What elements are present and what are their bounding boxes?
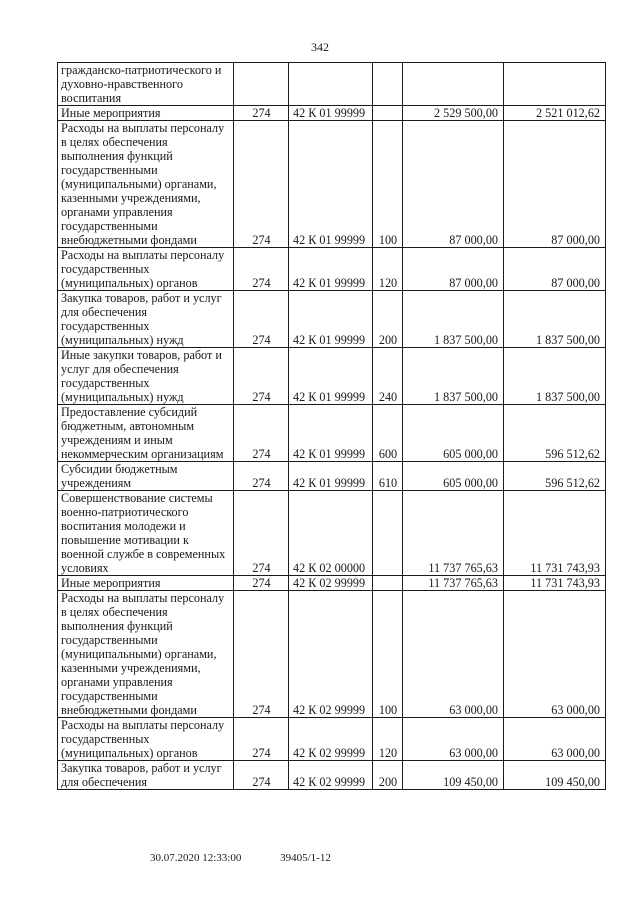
page-number: 342 — [311, 40, 329, 54]
row-grbs-code: 274 — [234, 576, 289, 591]
row-target-article: 42 К 01 99999 — [289, 106, 373, 121]
row-target-article: 42 К 02 99999 — [289, 761, 373, 790]
row-grbs-code: 274 — [234, 718, 289, 761]
row-expense-type — [373, 63, 403, 106]
row-grbs-code: 274 — [234, 348, 289, 405]
row-target-article: 42 К 02 00000 — [289, 491, 373, 576]
row-expense-type — [373, 491, 403, 576]
row-actual-amount: 109 450,00 — [504, 761, 606, 790]
row-expense-type: 120 — [373, 718, 403, 761]
footer-timestamp: 30.07.2020 12:33:00 — [150, 852, 242, 864]
row-name: Расходы на выплаты персоналу государственных (муниципальных) органов — [58, 248, 234, 291]
row-target-article: 42 К 01 99999 — [289, 248, 373, 291]
row-actual-amount: 1 837 500,00 — [504, 348, 606, 405]
row-expense-type: 100 — [373, 121, 403, 248]
table-row — [58, 106, 606, 121]
row-plan-amount: 11 737 765,63 — [403, 576, 504, 591]
row-actual-amount: 596 512,62 — [504, 462, 606, 491]
row-expense-type: 240 — [373, 348, 403, 405]
row-name: Субсидии бюджетным учреждениям — [58, 462, 234, 491]
row-target-article: 42 К 01 99999 — [289, 348, 373, 405]
row-plan-amount: 1 837 500,00 — [403, 348, 504, 405]
row-actual-amount: 87 000,00 — [504, 248, 606, 291]
row-name: Иные мероприятия — [58, 106, 234, 121]
row-plan-amount: 109 450,00 — [403, 761, 504, 790]
row-grbs-code: 274 — [234, 491, 289, 576]
row-expense-type — [373, 106, 403, 121]
row-expense-type: 120 — [373, 248, 403, 291]
row-name: гражданско-патриотического и духовно-нравственного воспитания — [58, 63, 234, 106]
row-name: Совершенствование системы военно-патриотического воспитания молодежи и повышение мотивации к военной службе в современных условиях — [58, 491, 234, 576]
row-name: Расходы на выплаты персоналу в целях обеспечения выполнения функций государственными (муниципальными) органами, казенными учреждениями, органами управления государственными внебюджетными фондами — [58, 591, 234, 718]
table-row — [58, 348, 606, 405]
row-grbs-code: 274 — [234, 761, 289, 790]
row-plan-amount: 63 000,00 — [403, 591, 504, 718]
row-name: Расходы на выплаты персоналу государственных (муниципальных) органов — [58, 718, 234, 761]
row-name: Закупка товаров, работ и услуг для обеспечения государственных (муниципальных) нужд — [58, 291, 234, 348]
row-target-article: 42 К 02 99999 — [289, 576, 373, 591]
row-grbs-code: 274 — [234, 591, 289, 718]
row-expense-type: 610 — [373, 462, 403, 491]
row-name: Расходы на выплаты персоналу в целях обеспечения выполнения функций государственными (муниципальными) органами, казенными учреждениями, органами управления государственными внебюджетными фондами — [58, 121, 234, 248]
row-plan-amount: 63 000,00 — [403, 718, 504, 761]
row-plan-amount: 87 000,00 — [403, 121, 504, 248]
footer — [150, 852, 367, 864]
row-plan-amount: 2 529 500,00 — [403, 106, 504, 121]
table-row — [58, 121, 606, 248]
row-name: Иные закупки товаров, работ и услуг для обеспечения государственных (муниципальных) нужд — [58, 348, 234, 405]
row-actual-amount: 63 000,00 — [504, 591, 606, 718]
row-target-article: 42 К 02 99999 — [289, 591, 373, 718]
row-plan-amount — [403, 63, 504, 106]
row-plan-amount: 605 000,00 — [403, 405, 504, 462]
row-grbs-code — [234, 63, 289, 106]
table-row — [58, 761, 606, 790]
row-expense-type — [373, 576, 403, 591]
row-expense-type: 200 — [373, 291, 403, 348]
row-actual-amount: 63 000,00 — [504, 718, 606, 761]
row-expense-type: 200 — [373, 761, 403, 790]
row-actual-amount: 11 731 743,93 — [504, 576, 606, 591]
row-grbs-code: 274 — [234, 106, 289, 121]
row-actual-amount — [504, 63, 606, 106]
row-target-article: 42 К 01 99999 — [289, 462, 373, 491]
row-grbs-code: 274 — [234, 248, 289, 291]
row-plan-amount: 11 737 765,63 — [403, 491, 504, 576]
row-name: Закупка товаров, работ и услуг для обеспечения — [58, 761, 234, 790]
table-row — [58, 63, 606, 106]
row-target-article: 42 К 02 99999 — [289, 718, 373, 761]
table-row — [58, 591, 606, 718]
row-target-article: 42 К 01 99999 — [289, 121, 373, 248]
row-actual-amount: 87 000,00 — [504, 121, 606, 248]
table-row — [58, 462, 606, 491]
row-name: Иные мероприятия — [58, 576, 234, 591]
table-row — [58, 291, 606, 348]
row-actual-amount: 11 731 743,93 — [504, 491, 606, 576]
row-grbs-code: 274 — [234, 405, 289, 462]
footer-doc-id: 39405/1-12 — [280, 852, 331, 864]
row-target-article: 42 К 01 99999 — [289, 405, 373, 462]
table-row — [58, 718, 606, 761]
row-plan-amount: 605 000,00 — [403, 462, 504, 491]
table-row — [58, 491, 606, 576]
row-expense-type: 600 — [373, 405, 403, 462]
row-grbs-code: 274 — [234, 121, 289, 248]
row-actual-amount: 1 837 500,00 — [504, 291, 606, 348]
row-plan-amount: 1 837 500,00 — [403, 291, 504, 348]
budget-table — [57, 62, 606, 790]
row-grbs-code: 274 — [234, 462, 289, 491]
row-grbs-code: 274 — [234, 291, 289, 348]
table-row — [58, 405, 606, 462]
row-expense-type: 100 — [373, 591, 403, 718]
row-actual-amount: 2 521 012,62 — [504, 106, 606, 121]
row-name: Предоставление субсидий бюджетным, автономным учреждениям и иным некоммерческим организациям — [58, 405, 234, 462]
row-target-article — [289, 63, 373, 106]
row-actual-amount: 596 512,62 — [504, 405, 606, 462]
table-row — [58, 576, 606, 591]
table-row — [58, 248, 606, 291]
row-plan-amount: 87 000,00 — [403, 248, 504, 291]
row-target-article: 42 К 01 99999 — [289, 291, 373, 348]
